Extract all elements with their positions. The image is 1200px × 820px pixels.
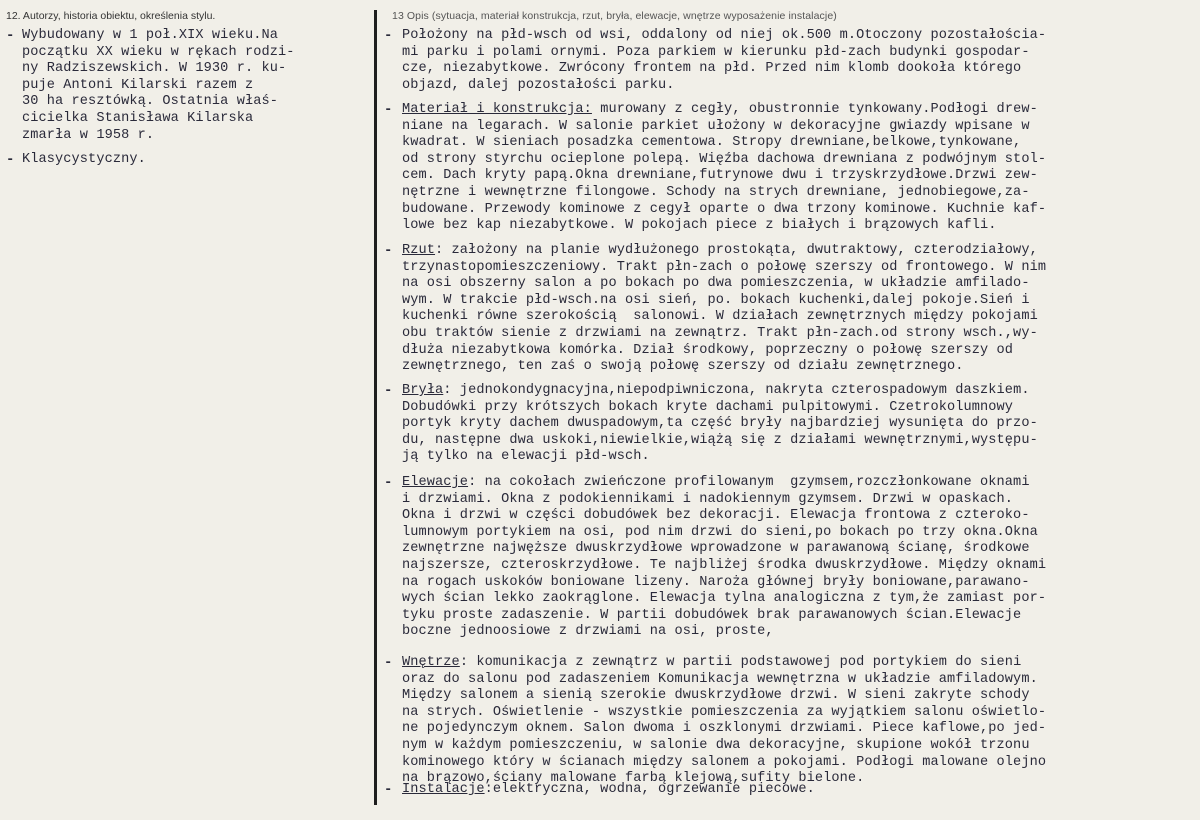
text-line: nętrzne i wewnętrzne filongowe. Schody na strych drewniane, jednobiegowe,za- (402, 184, 1030, 200)
section-first-line (402, 383, 1038, 400)
text-line: boczne jednoosiowe z drzwiami na osi, proste, (402, 624, 774, 640)
text-line: nym w każdym pomieszczeniu, w salonie dwa dekoracyjne, skupione wokół trzonu (402, 737, 1030, 753)
text-line: zewnętrznego, ten zaś o swoją połowę szerszy od działu zewnętrznego. (402, 359, 964, 375)
text-line: obu traktów sienie z drzwiami na zewnątrz. Trakt płn-zach.od strony wsch.,wy- (402, 325, 1038, 341)
text-line: na rogach uskoków boniowane lizeny. Naroża głównej bryły boniowane,parawano- (402, 574, 1030, 590)
description-section (384, 475, 1047, 641)
text-line: niane na legarach. W salonie parkiet ułożony w dekoracyjne gwiazdy wpisane w (402, 118, 1030, 134)
section-first-line (402, 102, 1046, 119)
text-line: kwadrat. W sieniach posadzka cementowa. Stropy drewniane,belkowe,tynkowane, (402, 135, 1022, 151)
text-line: mi parku i polami ornymi. Poza parkiem w kierunku płd-zach budynki gospodar- (402, 44, 1030, 60)
text-line: Między salonem a sienią szerokie dwuskrzydłowe drzwi. W sieni zakryte schody (402, 688, 1030, 704)
text-line: zmarła w 1958 r. (22, 127, 155, 143)
text-line: cicielka Stanisława Kilarska (22, 110, 254, 126)
description-section (384, 782, 815, 799)
text-line: lowe bez kap niezabytkowe. W pokojach piece z białych i brązowych kafli. (402, 218, 997, 234)
entry-dash: - (384, 28, 393, 44)
text-line: portyk kryty dachem dwuspadowym,ta część bryły najbardziej wysunięta do przo- (402, 416, 1038, 432)
section-label: Instalacje (402, 782, 485, 797)
section-first-text: Położony na płd-wsch od wsi, oddalony od niej ok.500 m.Otoczony pozostałościa- (402, 28, 1047, 43)
section-label: Wnętrze (402, 655, 460, 670)
text-line: na brązowo,ściany malowane farbą klejową,sufity bielone. (402, 771, 865, 787)
description-section (384, 243, 1047, 376)
text-line: ne pojedynczym oknem. Salon dwoma i oszklonymi drzwiami. Piece kaflowe,po jed- (402, 721, 1047, 737)
section-first-text: : na cokołach zwieńczone profilowanym gzymsem,rozczłonkowane oknami (468, 475, 1030, 490)
right-column-header: 13 Opis (sytuacja, materiał konstrukcja, rzut, bryła, elewacje, wnętrze wyposażenie instalacje) (392, 10, 837, 22)
section-first-line (402, 655, 1046, 672)
text-line: lumnowym portykiem na osi, pod nim drzwi do sieni,po bokach po trzy okna.Okna (402, 524, 1038, 540)
description-section (384, 383, 1038, 466)
text-line: Klasycystyczny. (22, 152, 146, 167)
text-line: Okna i drzwi w części dobudówek bez dekoracji. Elewacja frontowa z czteroko- (402, 508, 1030, 524)
entry-dash: - (384, 383, 393, 399)
left-column-header: 12. Autorzy, historia obiektu, określenia stylu. (6, 10, 216, 22)
text-line: ją tylko na elewacji płd-wsch. (402, 449, 650, 465)
text-line: oraz do salonu pod zadaszeniem Komunikacja wewnętrzna w układzie amfiladowym. (402, 671, 1038, 687)
text-line: na strych. Oświetlenie - wszystkie pomieszczenia za wyjątkiem salonu oświetlo- (402, 704, 1047, 720)
text-line: najszersze, czteroskrzydłowe. Te najbliżej środka dwuskrzydłowe. Między oknami (402, 557, 1047, 573)
text-line: Wybudowany w 1 poł.XIX wieku.Na (22, 28, 278, 43)
section-first-text: : komunikacja z zewnątrz w partii podstawowej pod portykiem do sieni (459, 655, 1022, 670)
column-divider (374, 10, 377, 805)
section-first-text: :elektryczna, wodna, ogrzewanie piecowe. (484, 782, 815, 797)
text-line: początku XX wieku w rękach rodzi- (22, 44, 295, 60)
entry-dash: - (384, 655, 393, 671)
text-line: wym. W trakcie płd-wsch.na osi sień, po. bokach kuchenki,dalej pokoje.Sień i (402, 292, 1030, 308)
section-first-text: murowany z cegły, obustronnie tynkowany.Podłogi drew- (591, 102, 1038, 117)
text-line: 30 ha resztówką. Ostatnia właś- (22, 94, 278, 110)
section-first-line (402, 28, 1046, 45)
text-line: Dobudówki przy krótszych bokach kryte dachami pulpitowymi. Czetrokolumnowy (402, 399, 1014, 415)
entry-dash: - (384, 475, 393, 491)
text-line: puje Antoni Kilarski razem z (22, 77, 254, 93)
text-line: dłuża niezabytkowa komórka. Dział środkowy, poprzeczny o połowę szerszy od (402, 342, 1014, 358)
section-first-line (402, 475, 1046, 492)
section-first-text: : założony na planie wydłużonego prostokąta, dwutraktowy, czterodziałowy, (435, 243, 1038, 258)
entry-dash: - (384, 102, 393, 118)
section-first-text: : jednokondygnacyjna,niepodpiwniczona, nakryta czterospadowym daszkiem. (443, 383, 1030, 398)
left-entry (6, 28, 295, 144)
text-line: objazd, dalej pozostałości parku. (402, 77, 675, 93)
text-line: trzynastopomieszczeniowy. Trakt płn-zach o połowę szerszy od frontowego. W nim (402, 259, 1047, 275)
entry-dash: - (6, 152, 15, 168)
description-section (384, 28, 1047, 94)
text-line: cze, niezabytkowe. Zwrócony frontem na płd. Przed nim klomb dookoła którego (402, 61, 1022, 77)
entry-dash: - (384, 243, 393, 259)
section-label: Materiał i konstrukcja: (402, 102, 592, 117)
section-first-line (402, 782, 815, 799)
description-section (384, 102, 1047, 235)
text-line: cem. Dach kryty papą.Okna drewniane,futrynowe dwu i trzyskrzydłowe.Drzwi zew- (402, 168, 1038, 184)
text-line: na osi obszerny salon a po bokach po dwa pomieszczenia, w układzie amfilado- (402, 276, 1030, 292)
description-section (384, 655, 1047, 788)
section-label: Bryła (402, 383, 444, 398)
text-line: zewnętrzne najwęższe dwuskrzydłowe wprowadzone w parawanową ścianę, środkowe (402, 541, 1030, 557)
section-first-line (402, 243, 1046, 260)
text-line: kuchenki równe szerokością salonowi. W działach zewnętrznych między pokojami (402, 309, 1038, 325)
text-line: budowane. Przewody kominowe z cegył oparte o dwa trzony kominowe. Kuchnie kaf- (402, 201, 1047, 217)
entry-dash: - (384, 782, 393, 798)
left-entry (6, 152, 146, 169)
text-line: od strony styrchu ocieplone polepą. Więźba dachowa drewniana z podwójnym stol- (402, 151, 1047, 167)
text-line: du, następne dwa uskoki,niewielkie,wiążą się z działami wewnętrznymi,występu- (402, 432, 1038, 448)
text-line: i drzwiami. Okna z podokiennikami i nadokiennym gzymsem. Drzwi w opaskach. (402, 491, 1014, 507)
text-line: kominowego który w ścianach między salonem a pokojami. Podłogi malowane olejno (402, 754, 1047, 770)
text-line: wych ścian lekko zaokrąglone. Elewacja tylna analogiczna z tym,że zamiast por- (402, 591, 1047, 607)
section-label: Elewacje (402, 475, 469, 490)
text-line: ny Radziszewskich. W 1930 r. ku- (22, 61, 287, 77)
text-line: tyku proste zadaszenie. W partii dobudówek brak parawanowych ścian.Elewacje (402, 607, 1022, 623)
entry-dash: - (6, 28, 15, 44)
section-label: Rzut (402, 243, 436, 258)
